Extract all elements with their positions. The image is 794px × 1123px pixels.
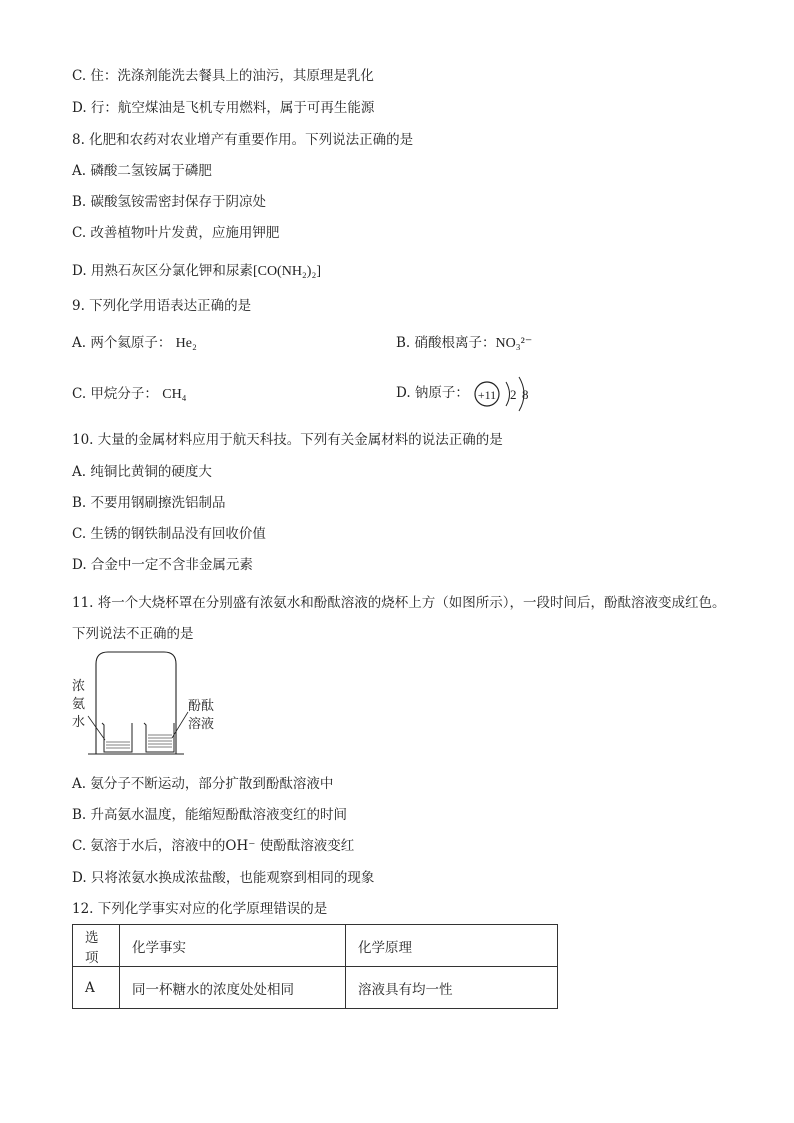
question-10: 10. 大量的金属材料应用于航天科技。下列有关金属材料的说法正确的是 bbox=[72, 432, 503, 448]
nucleus-charge: +11 bbox=[478, 387, 497, 402]
q11-option-c: C. 氨溶于水后，溶液中的OH⁻ 使酚酞溶液变红 bbox=[72, 838, 355, 854]
table-header-cell: 化学事实 bbox=[120, 925, 346, 967]
question-9: 9. 下列化学用语表达正确的是 bbox=[72, 298, 252, 314]
q11-option-b: B. 升高氨水温度，能缩短酚酞溶液变红的时间 bbox=[72, 807, 348, 823]
sodium-atom-diagram-icon bbox=[473, 374, 543, 414]
question-8: 8. 化肥和农药对农业增产有重要作用。下列说法正确的是 bbox=[72, 132, 414, 148]
q9-option-a-text: A. 两个氦原子： bbox=[72, 335, 172, 351]
q8-option-d-text: D. 用熟石灰区分氯化钾和尿素 bbox=[72, 263, 253, 279]
methane-formula: CH₄ bbox=[162, 387, 187, 402]
phenolphthalein-label-1: 酚酞 bbox=[188, 699, 215, 714]
q9-option-a bbox=[72, 334, 197, 353]
shell-2-electrons: 8 bbox=[522, 386, 529, 402]
q8-option-c: C. 改善植物叶片发黄，应施用钾肥 bbox=[72, 225, 280, 241]
urea-formula: [CO(NH₂)₂] bbox=[252, 264, 322, 279]
q7-option-d: D. 行：航空煤油是飞机专用燃料，属于可再生能源 bbox=[72, 100, 375, 116]
table-cell: 溶液具有均一性 bbox=[346, 967, 558, 1009]
q8-option-b: B. 碳酸氢铵需密封保存于阴凉处 bbox=[72, 194, 267, 210]
ammonia-label: 浓氨水 bbox=[72, 679, 86, 730]
q11-option-d: D. 只将浓氨水换成浓盐酸，也能观察到相同的现象 bbox=[72, 870, 375, 886]
q8-option-d bbox=[72, 262, 321, 281]
q10-option-d: D. 合金中一定不含非金属元素 bbox=[72, 557, 253, 573]
question-11: 11. 将一个大烧杯罩在分别盛有浓氨水和酚酞溶液的烧杯上方（如图所示），一段时间后，酚酞溶液变成红色。下列说法不正确的是 bbox=[72, 595, 726, 642]
q8-option-a: A. 磷酸二氢铵属于磷肥 bbox=[72, 163, 212, 179]
q9-option-b bbox=[396, 334, 532, 353]
phenolphthalein-label-2: 溶液 bbox=[188, 717, 215, 732]
table-header-cell: 选项 bbox=[73, 925, 120, 967]
q10-option-a: A. 纯铜比黄铜的硬度大 bbox=[72, 464, 212, 480]
q9-option-c-text: C. 甲烷分子： bbox=[72, 386, 158, 402]
nitrate-formula: NO₃²⁻ bbox=[495, 336, 533, 351]
q7-option-c: C. 住：洗涤剂能洗去餐具上的油污，其原理是乳化 bbox=[72, 68, 374, 84]
shell-1-electrons: 2 bbox=[510, 386, 517, 402]
q9-option-c bbox=[72, 385, 187, 404]
question-12-table bbox=[72, 924, 558, 1009]
table-row bbox=[73, 967, 558, 1009]
table-cell: 同一杯糖水的浓度处处相同 bbox=[120, 967, 346, 1009]
table-header-row bbox=[73, 925, 558, 967]
q10-option-c: C. 生锈的钢铁制品没有回收价值 bbox=[72, 526, 266, 542]
q9-option-d-text: D. 钠原子： bbox=[396, 385, 469, 401]
q9-option-b-text: B. 硝酸根离子： bbox=[396, 335, 496, 351]
q11-option-a: A. 氨分子不断运动，部分扩散到酚酞溶液中 bbox=[72, 776, 334, 792]
question-12: 12. 下列化学事实对应的化学原理错误的是 bbox=[72, 901, 328, 917]
helium-formula: He₂ bbox=[175, 336, 197, 351]
q9-option-d bbox=[396, 373, 543, 413]
table-header-cell: 化学原理 bbox=[346, 925, 558, 967]
q10-option-b: B. 不要用钢刷擦洗铝制品 bbox=[72, 495, 226, 511]
table-cell: A bbox=[73, 967, 120, 1009]
ammonia-diffusion-figure bbox=[72, 650, 232, 760]
